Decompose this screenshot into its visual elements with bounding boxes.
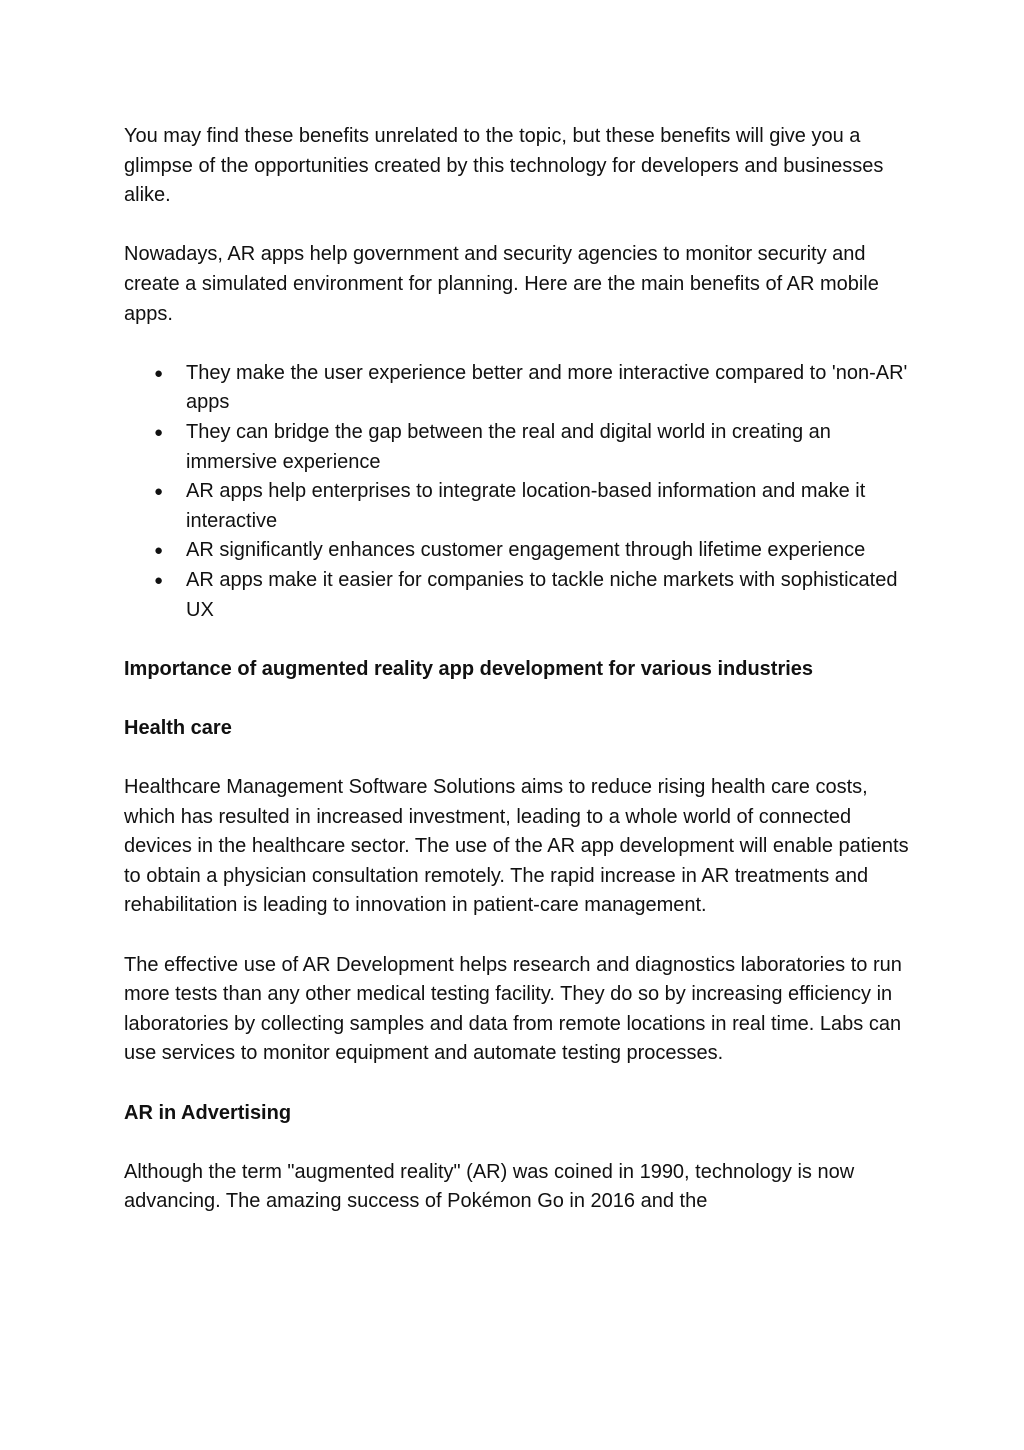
paragraph-spacer	[124, 743, 914, 773]
list-item-text: AR apps make it easier for companies to tackle niche markets with sophisticated UX	[186, 568, 898, 621]
advertising-heading: AR in Advertising	[124, 1101, 292, 1124]
bullet-icon: ●	[154, 364, 164, 382]
list-item-text: AR apps help enterprises to integrate location-based information and make it interactive	[186, 480, 866, 532]
bullet-icon: ●	[154, 423, 164, 441]
list-item	[124, 536, 914, 566]
list-item-text: They make the user experience better and more interactive compared to 'non-AR' apps	[186, 361, 908, 414]
list-item	[124, 359, 914, 418]
paragraph-spacer	[124, 211, 914, 241]
list-item	[124, 418, 914, 477]
paragraph-spacer	[124, 921, 914, 951]
healthcare-paragraph-1: Healthcare Management Software Solutions aims to reduce rising health care costs, which has resulted in increased investment, leading to a whole world of connected devices in the healthcare sector. The use of the AR app development will enable patients to obtain a physician consultation remotely. The rapid increase in AR treatments and rehabilitation is leading to innovation in patient-care management.	[124, 776, 909, 917]
paragraph-spacer	[124, 625, 914, 655]
healthcare-heading: Health care	[124, 716, 232, 739]
bullet-icon: ●	[154, 483, 164, 501]
intro-paragraph-2: Nowadays, AR apps help government and security agencies to monitor security and create a simulated environment for planning. Here are the main benefits of AR mobile apps.	[124, 243, 879, 325]
paragraph-spacer	[124, 1069, 914, 1099]
paragraph-spacer	[124, 684, 914, 714]
paragraph-spacer	[124, 329, 914, 359]
healthcare-paragraph-2: The effective use of AR Development helps research and diagnostics laboratories to run more tests than any other medical testing facility. They do so by increasing efficiency in laboratories by collecting samples and data from remote locations in real time. Labs can use services to monitor equipment and automate testing processes.	[124, 953, 902, 1065]
document-body	[124, 122, 914, 1217]
benefits-list	[124, 359, 914, 625]
bullet-icon: ●	[154, 571, 164, 589]
importance-heading: Importance of augmented reality app development for various industries	[124, 657, 814, 680]
list-item	[124, 566, 914, 625]
paragraph-spacer	[124, 1128, 914, 1158]
list-item	[124, 477, 914, 536]
intro-paragraph-1: You may find these benefits unrelated to the topic, but these benefits will give you a glimpse of the opportunities created by this technology for developers and businesses alike.	[124, 125, 884, 207]
bullet-icon: ●	[154, 542, 164, 560]
advertising-paragraph-1: Although the term "augmented reality" (AR) was coined in 1990, technology is now advancing. The amazing success of Pokémon Go in 2016 and the	[124, 1160, 855, 1213]
list-item-text: They can bridge the gap between the real and digital world in creating an immersive experience	[186, 420, 831, 473]
list-item-text: AR significantly enhances customer engagement through lifetime experience	[186, 539, 866, 562]
